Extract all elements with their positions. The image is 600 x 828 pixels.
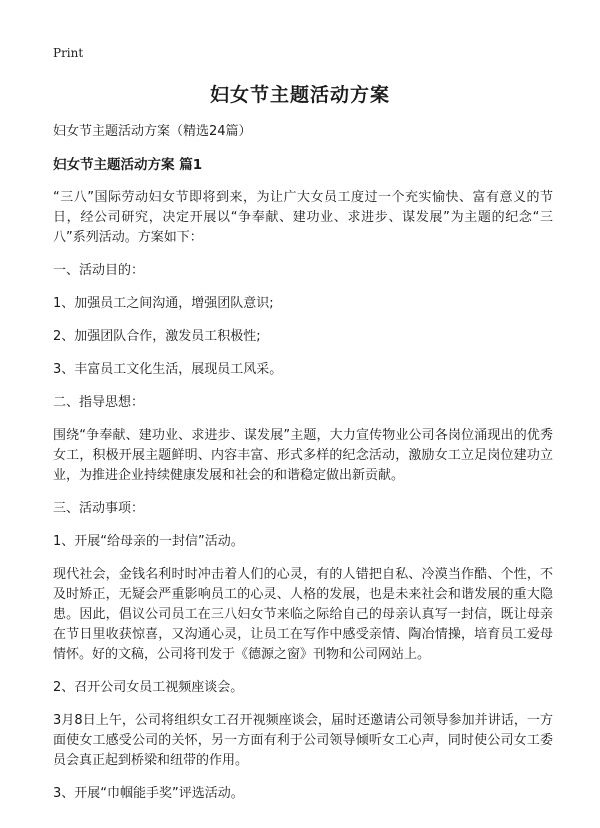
section-heading: 妇女节主题活动方案 篇1 <box>53 157 203 173</box>
paragraph-activity-1: 1、开展“给母亲的一封信”活动。 <box>53 534 244 549</box>
paragraph-heading-purpose: 一、活动目的： <box>53 263 145 278</box>
paragraph-intro: “三八”国际劳动妇女节即将到来，为让广大女员工度过一个充实愉快、富有意义的节日，经公司研究，决定开展以“争奉献、建功业、求进步、谋发展”为主题的纪念“三八”系列活动。方案如下： <box>53 190 553 245</box>
paragraph-activity-2: 2、召开公司女员工视频座谈会。 <box>53 680 244 695</box>
paragraph-activity-1-body: 现代社会，金钱名利时时冲击着人们的心灵，有的人错把自私、冷漠当作酷、个性，不及时矫正，无疑会严重影响员工的心灵、人格的发展，也是未来社会和谐发展的重大隐患。因此，倡议公司员工在三八妇女节来临之际给自己的母亲认真写一封信，既让母亲在节日里收获惊喜，又沟通心灵，让员工在写作中感受亲情、陶冶情操，培育员工爱母情怀。好的文稿，公司将刊发于《德源之窗》刊物和公司网站上。 <box>53 567 553 662</box>
paragraph-activity-2-body: 3月8日上午，公司将组织女工召开视频座谈会，届时还邀请公司领导参加并讲话，一方面使女工感受公司的关怀，另一方面有利于公司领导倾听女工心声，同时使公司女工委员会真正起到桥梁和纽带的作用。 <box>53 713 553 768</box>
paragraph-guiding-body: 围绕“争奉献、建功业、求进步、谋发展”主题，大力宣传物业公司各岗位涌现出的优秀女工，积极开展主题鲜明、内容丰富、形式多样的纪念活动，激励女工立足岗位建功立业，为推进企业持续健康发展和社会的和谐稳定做出新贡献。 <box>53 428 553 483</box>
paragraph-activity-3: 3、开展“巾帼能手奖”评选活动。 <box>53 786 244 801</box>
document-body <box>53 122 553 817</box>
paragraph-heading-guiding: 二、指导思想： <box>53 395 145 410</box>
paragraph-purpose-3: 3、丰富员工文化生活，展现员工风采。 <box>53 362 283 377</box>
document-title: 妇女节主题活动方案 <box>209 84 390 106</box>
document-subtitle: 妇女节主题活动方案（精选24篇） <box>53 124 252 139</box>
paragraph-purpose-2: 2、加强团队合作，激发员工积极性; <box>53 329 261 344</box>
print-link[interactable]: Print <box>53 46 84 60</box>
paragraph-heading-activities: 三、活动事项： <box>53 501 145 516</box>
paragraph-purpose-1: 1、加强员工之间沟通，增强团队意识; <box>53 296 274 311</box>
